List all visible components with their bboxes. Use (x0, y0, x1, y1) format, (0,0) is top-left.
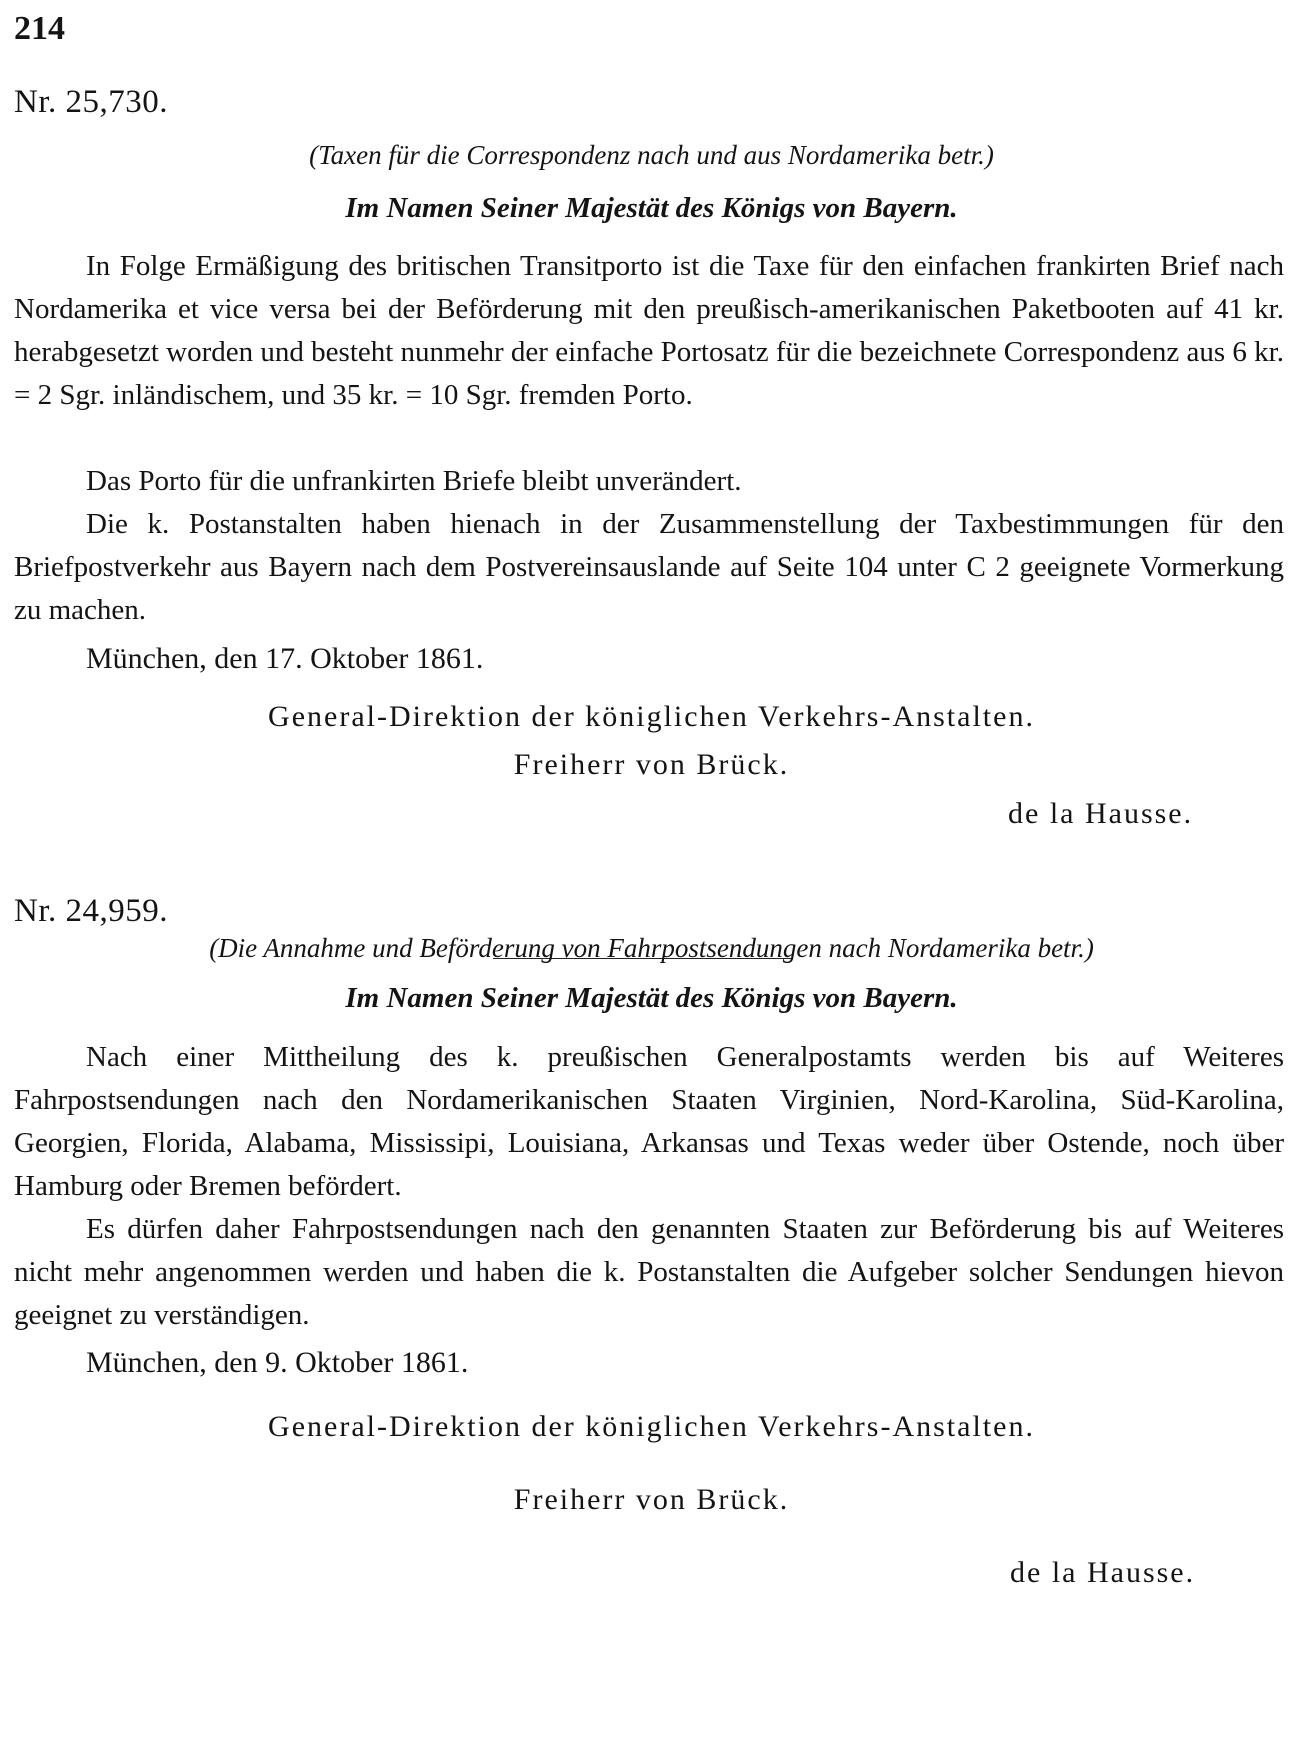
decree-number: Nr. 24,959. (14, 893, 168, 929)
decree-subject: (Taxen für die Correspondenz nach und aus Nordamerika betr.) (309, 140, 994, 170)
page-number: 214 (14, 10, 65, 47)
decree-paragraph: Nach einer Mittheilung des k. preußischen Generalpostamts werden bis auf Weiteres Fahrpostsendungen nach den Nordamerikanischen Staaten Virginien, Nord-Karolina, Süd-Karolina, Georgien, Florida, Alabama, Mississipi, Louisiana, Arkansas und Texas weder über Ostende, noch über Hamburg oder Bremen befördert. (14, 1041, 1284, 1202)
decree-number: Nr. 25,730. (14, 84, 168, 120)
decree-date: München, den 9. Oktober 1861. (86, 1346, 469, 1379)
decree-invocation: Im Namen Seiner Majestät des Königs von Bayern. (345, 982, 958, 1014)
cosignatory: de la Hausse. (1010, 1556, 1196, 1589)
decree-invocation: Im Namen Seiner Majestät des Königs von Bayern. (345, 192, 958, 224)
decree-paragraph: Es dürfen daher Fahrpostsendungen nach den genannten Staaten zur Beförderung bis auf Weiteres nicht mehr angenommen werden und haben die k. Postanstalten die Aufgeber solcher Sendungen hievon geeignet zu verständigen. (14, 1213, 1284, 1331)
decree-paragraph: In Folge Ermäßigung des britischen Transitporto ist die Taxe für den einfachen frankirten Brief nach Nordamerika et vice versa bei der Beförderung mit den preußisch-amerikanischen Paketbooten auf 41 kr. herabgesetzt worden und besteht nunmehr der einfache Portosatz für die bezeichnete Correspondenz aus 6 kr. = 2 Sgr. inländischem, und 35 kr. = 10 Sgr. fremden Porto. (14, 250, 1284, 411)
decree-subject: (Die Annahme und Beförderung von Fahrpostsendungen nach Nordamerika betr.) (209, 933, 1094, 963)
issuing-authority: General-Direktion der königlichen Verkehrs-Anstalten. (268, 1410, 1035, 1443)
decree-date: München, den 17. Oktober 1861. (86, 642, 484, 675)
decree-paragraph: Die k. Postanstalten haben hienach in der Zusammenstellung der Taxbestimmungen für den Briefpostverkehr aus Bayern nach dem Postvereinsauslande auf Seite 104 unter C 2 geeignete Vormerkung zu machen. (14, 508, 1284, 626)
issuing-authority: General-Direktion der königlichen Verkehrs-Anstalten. (268, 700, 1035, 733)
signatory: Freiherr von Brück. (513, 748, 790, 781)
signatory: Freiherr von Brück. (513, 1483, 790, 1516)
cosignatory: de la Hausse. (1008, 797, 1194, 830)
decree-paragraph: Das Porto für die unfrankirten Briefe bleibt unverändert. (86, 465, 742, 497)
